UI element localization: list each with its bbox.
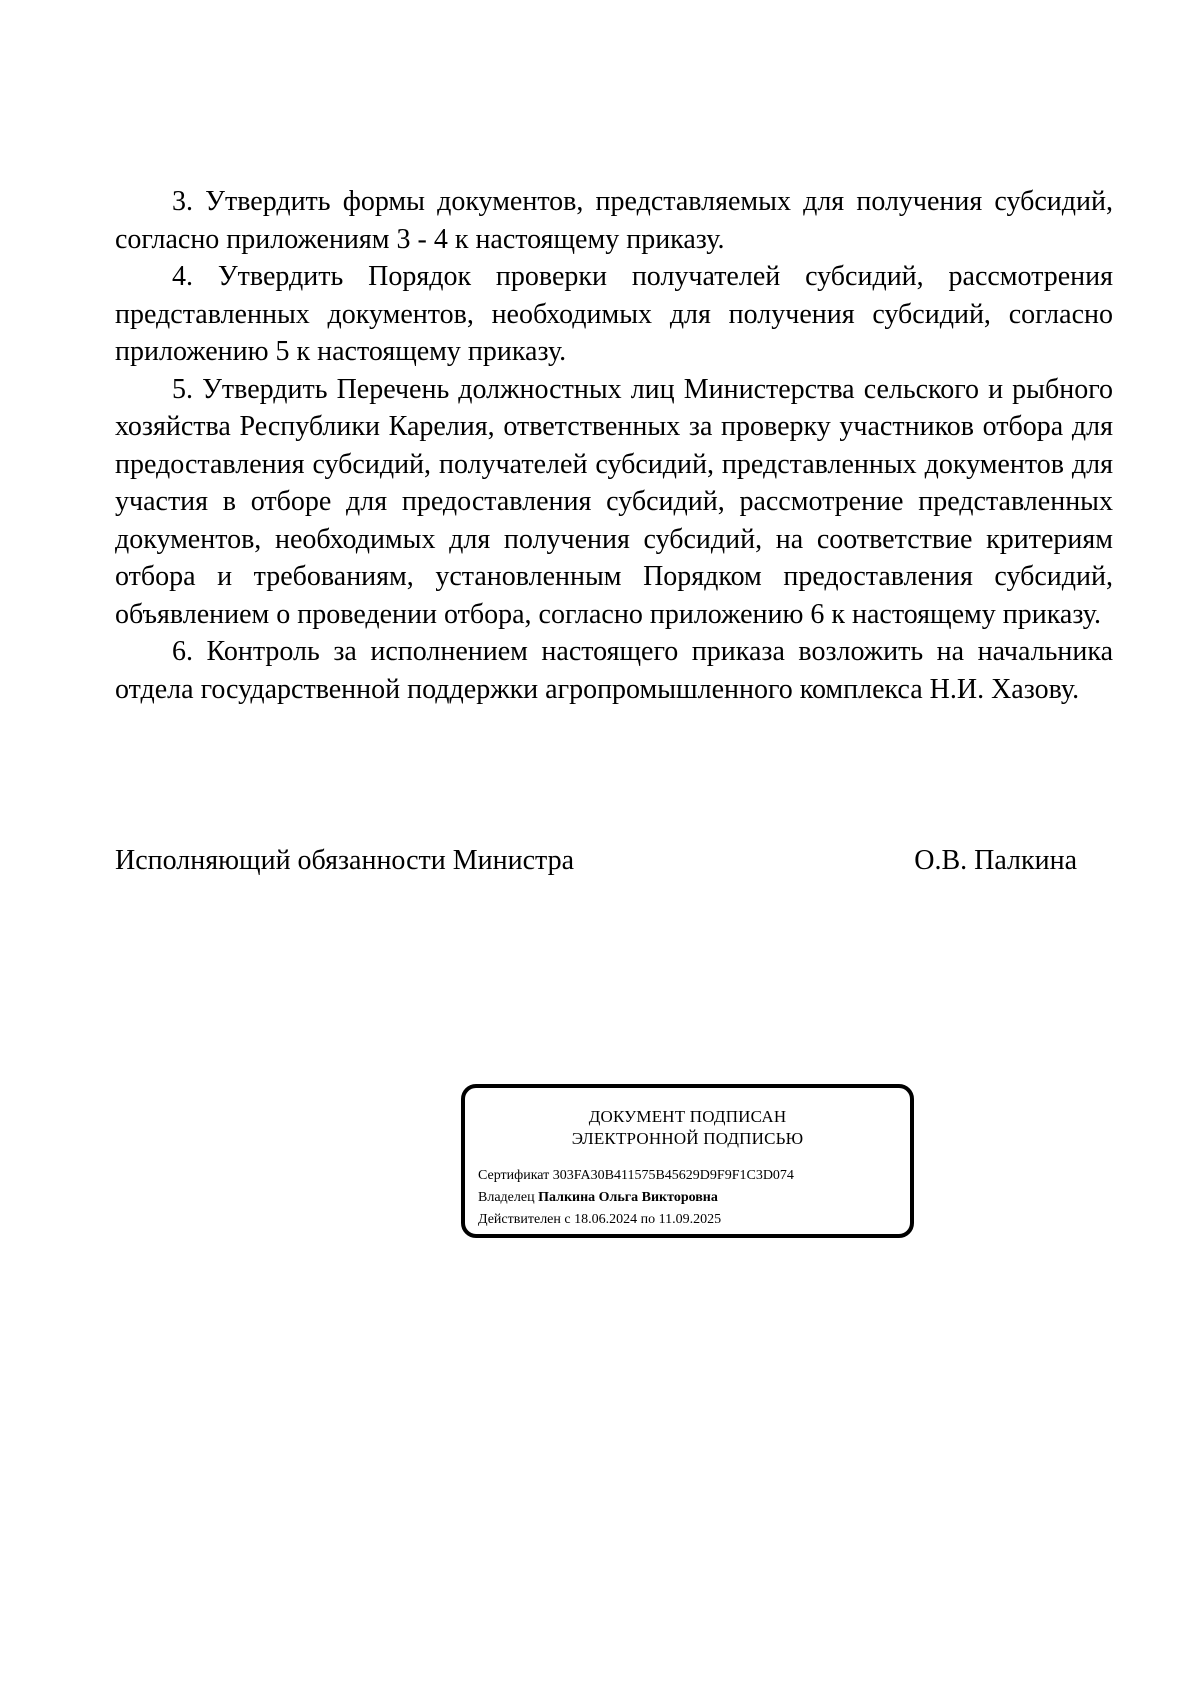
valid-to: 11.09.2025 (658, 1212, 722, 1227)
owner-value: Палкина Ольга Викторовна (538, 1190, 718, 1205)
stamp-certificate-row (478, 1165, 794, 1187)
electronic-signature-stamp (461, 1084, 914, 1238)
stamp-owner-row (478, 1187, 794, 1209)
signer-name: О.В. Палкина (914, 845, 1077, 876)
paragraph-item-3: 3. Утвердить формы документов, представляемых для получения субсидий, согласно приложениям 3 - 4 к настоящему приказу. (115, 186, 1113, 255)
stamp-title-line-1: ДОКУМЕНТ ПОДПИСАН (588, 1107, 787, 1126)
order-body (115, 183, 1113, 708)
owner-label: Владелец (478, 1190, 535, 1205)
valid-from: 18.06.2024 (574, 1212, 638, 1227)
paragraph-item-5: 5. Утвердить Перечень должностных лиц Министерства сельского и рыбного хозяйства Республики Карелия, ответственных за проверку участников отбора для предоставления субсидий, получателей субсидий, представленных документов для участия в отборе для предоставления субсидий, рассмотрение представленных документов, необходимых для получения субсидий, на соответствие критериям отбора и требованиям, установленным Порядком предоставления субсидий, объявлением о проведении отбора, согласно приложению 6 к настоящему приказу. (115, 373, 1113, 630)
valid-label: Действителен с (478, 1212, 571, 1227)
certificate-value: 303FA30B411575B45629D9F9F1C3D074 (552, 1168, 794, 1183)
valid-to-label: по (640, 1212, 656, 1227)
stamp-validity-row (478, 1209, 794, 1231)
paragraph-item-4: 4. Утвердить Порядок проверки получателей субсидий, рассмотрения представленных документов, необходимых для получения субсидий, согласно приложению 5 к настоящему приказу. (115, 261, 1113, 367)
paragraph-item-6: 6. Контроль за исполнением настоящего приказа возложить на начальника отдела государственной поддержки агропромышленного комплекса Н.И. Хазову. (115, 636, 1113, 705)
stamp-title-line-2: ЭЛЕКТРОННОЙ ПОДПИСЬЮ (571, 1129, 804, 1148)
signer-position: Исполняющий обязанности Министра (115, 845, 575, 876)
stamp-title (465, 1106, 910, 1150)
certificate-label: Сертификат (478, 1168, 550, 1183)
stamp-details (478, 1165, 794, 1231)
